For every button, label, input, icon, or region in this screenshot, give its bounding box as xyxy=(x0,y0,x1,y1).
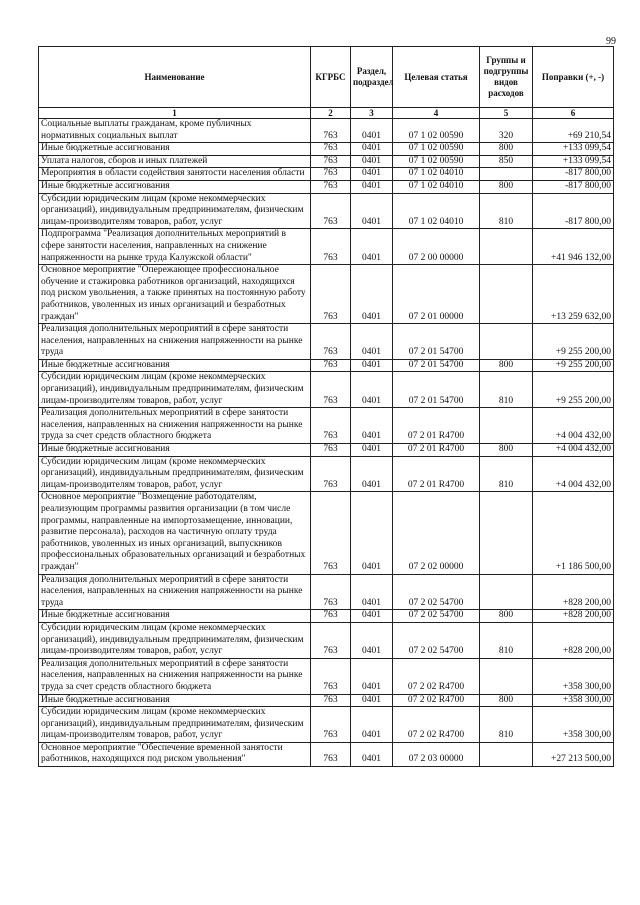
row-name: Реализация дополнительных мероприятий в сфере занятости населения, направленных на снижения напряженности на рынке труда за счет средств областного бюджета xyxy=(39,658,311,694)
row-name: Иные бюджетные ассигнования xyxy=(39,694,311,707)
row-group xyxy=(480,265,533,324)
header-section: Раздел, подраздел xyxy=(351,47,393,108)
row-name: Субсидии юридическим лицам (кроме некоммерческих организаций), индивидуальным предпринимателям, физическим лицам-производителям товаров, работ, услуг xyxy=(39,707,311,743)
row-amount: +358 300,00 xyxy=(533,658,614,694)
row-ktrbs: 763 xyxy=(311,456,351,492)
table-row xyxy=(39,372,614,408)
row-name: Основное мероприятие "Обеспечение временной занятости работников, находящихся под риском увольнения" xyxy=(39,742,311,766)
table-row xyxy=(39,119,614,143)
row-ktrbs: 763 xyxy=(311,143,351,156)
row-ktrbs: 763 xyxy=(311,180,351,193)
row-name: Социальные выплаты гражданам, кроме публичных нормативных социальных выплат xyxy=(39,119,311,143)
row-section: 0401 xyxy=(351,143,393,156)
row-ktrbs: 763 xyxy=(311,658,351,694)
row-section: 0401 xyxy=(351,456,393,492)
row-group xyxy=(480,574,533,610)
row-amount: +9 255 200,00 xyxy=(533,324,614,360)
row-amount: +41 946 132,00 xyxy=(533,229,614,265)
row-ktrbs: 763 xyxy=(311,707,351,743)
row-amount: +69 210,54 xyxy=(533,119,614,143)
row-amount: -817 800,00 xyxy=(533,168,614,181)
row-target: 07 2 01 R4700 xyxy=(393,408,480,444)
table-row xyxy=(39,180,614,193)
row-section: 0401 xyxy=(351,324,393,360)
row-group: 800 xyxy=(480,143,533,156)
row-target: 07 2 02 54700 xyxy=(393,574,480,610)
header-amendments: Поправки (+, -) xyxy=(533,47,614,108)
col-number: 3 xyxy=(351,108,393,119)
row-amount: +1 186 500,00 xyxy=(533,492,614,574)
row-group: 800 xyxy=(480,359,533,372)
col-number: 1 xyxy=(39,108,311,119)
row-name: Иные бюджетные ассигнования xyxy=(39,143,311,156)
row-amount: -817 800,00 xyxy=(533,193,614,229)
row-section: 0401 xyxy=(351,742,393,766)
row-target: 07 1 02 00590 xyxy=(393,119,480,143)
row-target: 07 2 02 54700 xyxy=(393,610,480,623)
col-number: 4 xyxy=(393,108,480,119)
row-group: 810 xyxy=(480,707,533,743)
row-name: Реализация дополнительных мероприятий в сфере занятости населения, направленных на снижения напряженности на рынке труда xyxy=(39,324,311,360)
budget-amendments-table xyxy=(38,46,614,767)
row-section: 0401 xyxy=(351,155,393,168)
row-section: 0401 xyxy=(351,658,393,694)
table-row xyxy=(39,707,614,743)
col-number: 5 xyxy=(480,108,533,119)
row-amount: +4 004 432,00 xyxy=(533,408,614,444)
row-amount: +27 213 500,00 xyxy=(533,742,614,766)
row-group xyxy=(480,229,533,265)
row-section: 0401 xyxy=(351,372,393,408)
row-ktrbs: 763 xyxy=(311,742,351,766)
row-target: 07 1 02 04010 xyxy=(393,193,480,229)
col-number: 6 xyxy=(533,108,614,119)
row-amount: +133 099,54 xyxy=(533,143,614,156)
row-section: 0401 xyxy=(351,694,393,707)
row-amount: +358 300,00 xyxy=(533,707,614,743)
row-group: 800 xyxy=(480,610,533,623)
row-group: 810 xyxy=(480,193,533,229)
row-name: Мероприятия в области содействия занятости населения области xyxy=(39,168,311,181)
table-row xyxy=(39,324,614,360)
table-header-row xyxy=(39,47,614,108)
row-section: 0401 xyxy=(351,574,393,610)
row-ktrbs: 763 xyxy=(311,229,351,265)
row-amount: +9 255 200,00 xyxy=(533,372,614,408)
row-ktrbs: 763 xyxy=(311,359,351,372)
table-row xyxy=(39,193,614,229)
row-amount: +828 200,00 xyxy=(533,574,614,610)
header-ktrbs: КГРБС xyxy=(311,47,351,108)
row-section: 0401 xyxy=(351,193,393,229)
row-group xyxy=(480,168,533,181)
row-group: 810 xyxy=(480,456,533,492)
table-row xyxy=(39,168,614,181)
table-row xyxy=(39,444,614,457)
row-group xyxy=(480,492,533,574)
row-group: 850 xyxy=(480,155,533,168)
header-name: Наименование xyxy=(39,47,311,108)
row-ktrbs: 763 xyxy=(311,408,351,444)
row-name: Подпрограмма "Реализация дополнительных мероприятий в сфере занятости населения, направленных на снижение напряженности на рынке труда Калужской области" xyxy=(39,229,311,265)
row-amount: -817 800,00 xyxy=(533,180,614,193)
row-section: 0401 xyxy=(351,492,393,574)
row-section: 0401 xyxy=(351,610,393,623)
row-ktrbs: 763 xyxy=(311,324,351,360)
row-name: Иные бюджетные ассигнования xyxy=(39,359,311,372)
row-section: 0401 xyxy=(351,265,393,324)
row-target: 07 2 01 54700 xyxy=(393,359,480,372)
table-row xyxy=(39,658,614,694)
table-row xyxy=(39,359,614,372)
row-section: 0401 xyxy=(351,408,393,444)
row-name: Уплата налогов, сборов и иных платежей xyxy=(39,155,311,168)
row-name: Основное мероприятие "Опережающее профессиональное обучение и стажировка работников организаций, находящихся под риском увольнения, а также принятых на постоянную работу работников, уволенных из иных организаций и безработных граждан" xyxy=(39,265,311,324)
page-number: 99 xyxy=(606,36,616,47)
row-amount: +828 200,00 xyxy=(533,610,614,623)
table-row xyxy=(39,408,614,444)
row-group xyxy=(480,742,533,766)
row-name: Основное мероприятие "Возмещение работодателям, реализующим программы развития организации (в том числе программы, направленные на импортозамещение, инновации, развитие персонала), расходов на частичную оплату труда работников, уволенных из иных организаций, выпускников профессиональных образовательных организаций и безработных граждан" xyxy=(39,492,311,574)
row-group: 800 xyxy=(480,180,533,193)
row-group xyxy=(480,324,533,360)
row-ktrbs: 763 xyxy=(311,372,351,408)
row-target: 07 1 02 00590 xyxy=(393,143,480,156)
row-target: 07 2 00 00000 xyxy=(393,229,480,265)
header-target: Целевая статья xyxy=(393,47,480,108)
row-group xyxy=(480,408,533,444)
table-row xyxy=(39,265,614,324)
table-row xyxy=(39,574,614,610)
row-group: 320 xyxy=(480,119,533,143)
row-name: Субсидии юридическим лицам (кроме некоммерческих организаций), индивидуальным предпринимателям, физическим лицам-производителям товаров, работ, услуг xyxy=(39,372,311,408)
row-amount: +9 255 200,00 xyxy=(533,359,614,372)
row-amount: +13 259 632,00 xyxy=(533,265,614,324)
row-ktrbs: 763 xyxy=(311,155,351,168)
table-row xyxy=(39,610,614,623)
row-ktrbs: 763 xyxy=(311,444,351,457)
row-name: Иные бюджетные ассигнования xyxy=(39,610,311,623)
row-name: Реализация дополнительных мероприятий в сфере занятости населения, направленных на снижения напряженности на рынке труда xyxy=(39,574,311,610)
row-target: 07 2 01 00000 xyxy=(393,265,480,324)
row-name: Субсидии юридическим лицам (кроме некоммерческих организаций), индивидуальным предпринимателям, физическим лицам-производителям товаров, работ, услуг xyxy=(39,193,311,229)
row-section: 0401 xyxy=(351,229,393,265)
row-section: 0401 xyxy=(351,359,393,372)
column-number-row xyxy=(39,108,614,119)
row-target: 07 2 02 00000 xyxy=(393,492,480,574)
row-amount: +4 004 432,00 xyxy=(533,456,614,492)
row-group: 800 xyxy=(480,444,533,457)
row-amount: +828 200,00 xyxy=(533,622,614,658)
table-row xyxy=(39,456,614,492)
row-name: Реализация дополнительных мероприятий в сфере занятости населения, направленных на снижения напряженности на рынке труда за счет средств областного бюджета xyxy=(39,408,311,444)
row-ktrbs: 763 xyxy=(311,622,351,658)
row-section: 0401 xyxy=(351,622,393,658)
row-target: 07 2 01 R4700 xyxy=(393,456,480,492)
row-ktrbs: 763 xyxy=(311,694,351,707)
row-group xyxy=(480,658,533,694)
row-target: 07 2 02 R4700 xyxy=(393,658,480,694)
table-row xyxy=(39,622,614,658)
row-target: 07 2 02 R4700 xyxy=(393,694,480,707)
table-row xyxy=(39,143,614,156)
row-target: 07 2 01 54700 xyxy=(393,372,480,408)
row-amount: +133 099,54 xyxy=(533,155,614,168)
row-target: 07 2 01 R4700 xyxy=(393,444,480,457)
row-ktrbs: 763 xyxy=(311,492,351,574)
row-amount: +358 300,00 xyxy=(533,694,614,707)
table-body xyxy=(39,119,614,767)
row-ktrbs: 763 xyxy=(311,265,351,324)
row-target: 07 2 01 54700 xyxy=(393,324,480,360)
row-target: 07 2 03 00000 xyxy=(393,742,480,766)
row-ktrbs: 763 xyxy=(311,193,351,229)
table-row xyxy=(39,492,614,574)
row-section: 0401 xyxy=(351,119,393,143)
header-groups: Группы и подгруппы видов расходов xyxy=(480,47,533,108)
row-ktrbs: 763 xyxy=(311,119,351,143)
row-target: 07 2 02 R4700 xyxy=(393,707,480,743)
row-amount: +4 004 432,00 xyxy=(533,444,614,457)
row-group: 810 xyxy=(480,372,533,408)
row-group: 800 xyxy=(480,694,533,707)
col-number: 2 xyxy=(311,108,351,119)
row-name: Субсидии юридическим лицам (кроме некоммерческих организаций), индивидуальным предпринимателям, физическим лицам-производителям товаров, работ, услуг xyxy=(39,456,311,492)
table-row xyxy=(39,229,614,265)
row-name: Субсидии юридическим лицам (кроме некоммерческих организаций), индивидуальным предпринимателям, физическим лицам-производителям товаров, работ, услуг xyxy=(39,622,311,658)
row-name: Иные бюджетные ассигнования xyxy=(39,444,311,457)
row-ktrbs: 763 xyxy=(311,168,351,181)
row-ktrbs: 763 xyxy=(311,574,351,610)
row-target: 07 1 02 04010 xyxy=(393,168,480,181)
row-name: Иные бюджетные ассигнования xyxy=(39,180,311,193)
table-row xyxy=(39,742,614,766)
row-section: 0401 xyxy=(351,180,393,193)
row-target: 07 2 02 54700 xyxy=(393,622,480,658)
row-section: 0401 xyxy=(351,444,393,457)
row-target: 07 1 02 04010 xyxy=(393,180,480,193)
row-section: 0401 xyxy=(351,168,393,181)
row-section: 0401 xyxy=(351,707,393,743)
table-row xyxy=(39,694,614,707)
row-group: 810 xyxy=(480,622,533,658)
row-ktrbs: 763 xyxy=(311,610,351,623)
table-row xyxy=(39,155,614,168)
row-target: 07 1 02 00590 xyxy=(393,155,480,168)
